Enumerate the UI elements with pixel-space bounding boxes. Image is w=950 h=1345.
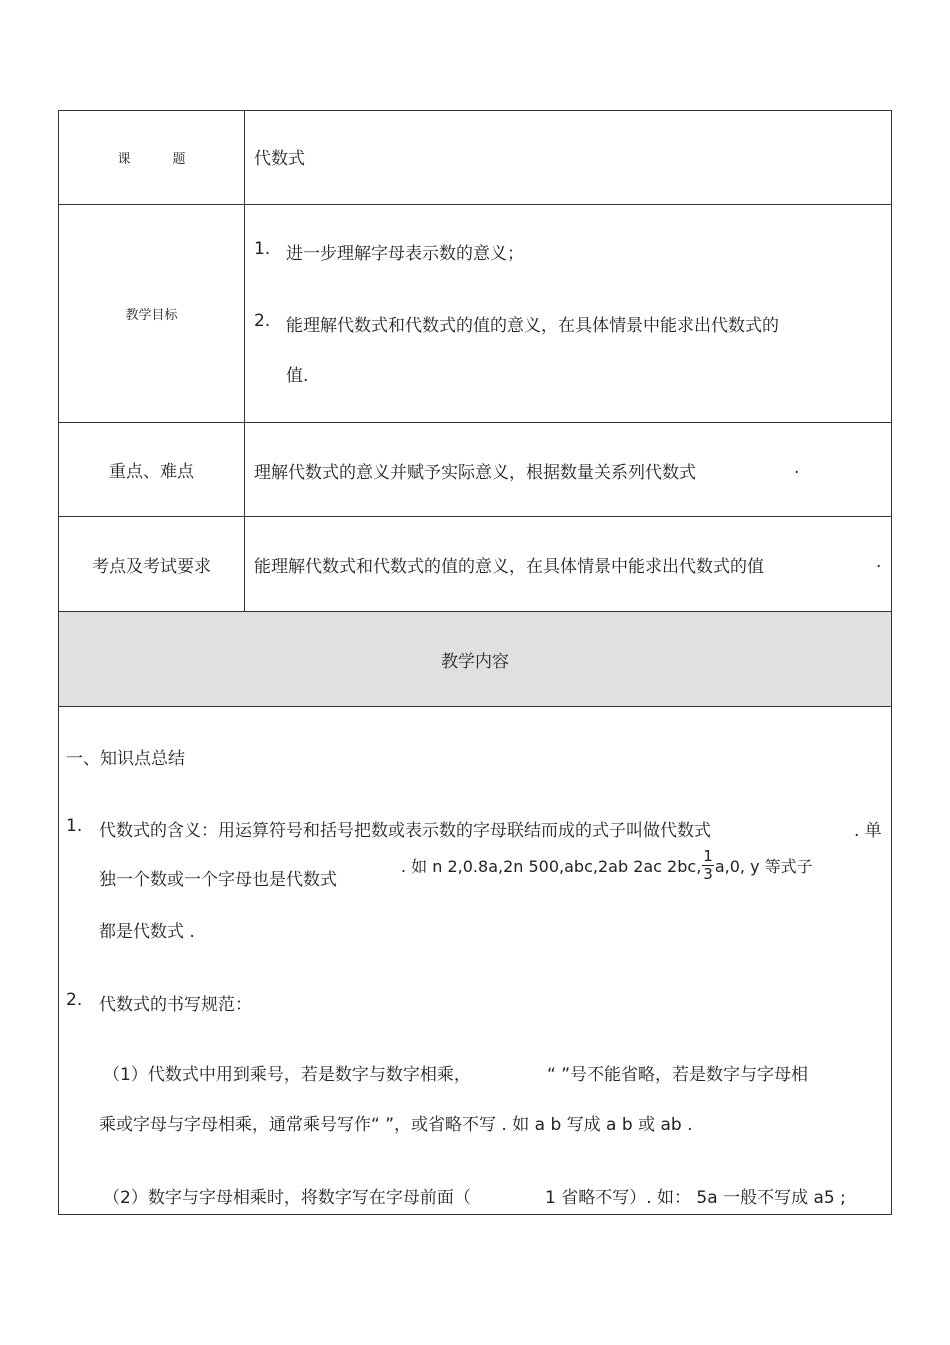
item-1-line1: 代数式的含义：用运算符号和括号把数或表示数的字母联结而成的式子叫做代数式 bbox=[99, 821, 711, 841]
objective-2-num: 2. bbox=[254, 311, 271, 331]
item-1-line1-tail: . 单 bbox=[854, 821, 882, 841]
objectives-value-cell bbox=[254, 205, 883, 422]
topic-value: 代数式 bbox=[254, 149, 305, 169]
lesson-plan-table bbox=[58, 110, 892, 1215]
rule-2-line1-a: （2）数字与字母相乘时，将数字写在字母前面（ bbox=[103, 1188, 471, 1208]
key-points-value-cell bbox=[254, 423, 883, 516]
objective-2-text: 能理解代数式和代数式的值的意义，在具体情景中能求出代数式的 bbox=[286, 316, 779, 336]
row-key-points bbox=[59, 423, 891, 517]
row-content-header bbox=[59, 612, 891, 707]
rule-1-line2: 乘或字母与字母相乘，通常乘号写作“ ”，或省略不写 . 如 a b 写成 a b 或 ab . bbox=[99, 1115, 693, 1135]
item-2-title: 代数式的书写规范： bbox=[99, 995, 252, 1015]
item-1-line2-formula bbox=[401, 848, 813, 883]
content-header: 教学内容 bbox=[441, 651, 509, 672]
key-points-value: 理解代数式的意义并赋予实际意义，根据数量关系列代数式 bbox=[254, 463, 696, 483]
content-body bbox=[59, 707, 891, 1214]
objective-2-cont: 值. bbox=[286, 366, 309, 386]
objective-1-num: 1. bbox=[254, 239, 271, 259]
exam-label-cell bbox=[59, 517, 245, 611]
topic-value-cell bbox=[254, 111, 883, 204]
row-exam bbox=[59, 517, 891, 612]
row-topic bbox=[59, 111, 891, 205]
exam-tail: . bbox=[876, 552, 882, 572]
item-1-line2-b: . 如 n 2,0.8a,2n 500,abc,2ab 2ac 2bc, bbox=[401, 857, 702, 876]
fraction-numerator: 1 bbox=[703, 847, 713, 865]
fraction-one-third bbox=[702, 848, 714, 883]
topic-label-b: 题 bbox=[172, 152, 186, 167]
rule-2-line1-b: 1 省略不写）. 如： 5a 一般不写成 a5 ; bbox=[545, 1188, 846, 1208]
item-1-line2-c: a,0, y 等式子 bbox=[714, 857, 813, 876]
key-points-tail: . bbox=[794, 458, 800, 478]
item-1-line3: 都是代数式 . bbox=[99, 922, 195, 942]
objectives-label: 教学目标 bbox=[125, 308, 178, 323]
key-points-label: 重点、难点 bbox=[109, 462, 194, 482]
objective-1-text: 进一步理解字母表示数的意义； bbox=[286, 244, 524, 264]
item-1-line2-a: 独一个数或一个字母也是代数式 bbox=[99, 870, 337, 890]
section-title: 一、知识点总结 bbox=[66, 749, 185, 769]
topic-label-cell bbox=[59, 111, 245, 204]
objectives-label-cell bbox=[59, 205, 245, 422]
rule-1-line1-b: “ ”号不能省略，若是数字与字母相 bbox=[547, 1065, 809, 1085]
key-points-label-cell bbox=[59, 423, 245, 516]
item-2-num: 2. bbox=[66, 990, 83, 1010]
exam-value-cell bbox=[254, 517, 883, 611]
topic-label-a: 课 bbox=[117, 152, 131, 167]
item-1-num: 1. bbox=[66, 816, 83, 836]
row-objectives bbox=[59, 205, 891, 423]
exam-value: 能理解代数式和代数式的值的意义，在具体情景中能求出代数式的值 bbox=[254, 557, 764, 577]
rule-1-line1-a: （1）代数式中用到乘号，若是数字与数字相乘， bbox=[103, 1065, 471, 1085]
exam-label: 考点及考试要求 bbox=[92, 556, 211, 577]
fraction-denominator: 3 bbox=[703, 865, 713, 883]
